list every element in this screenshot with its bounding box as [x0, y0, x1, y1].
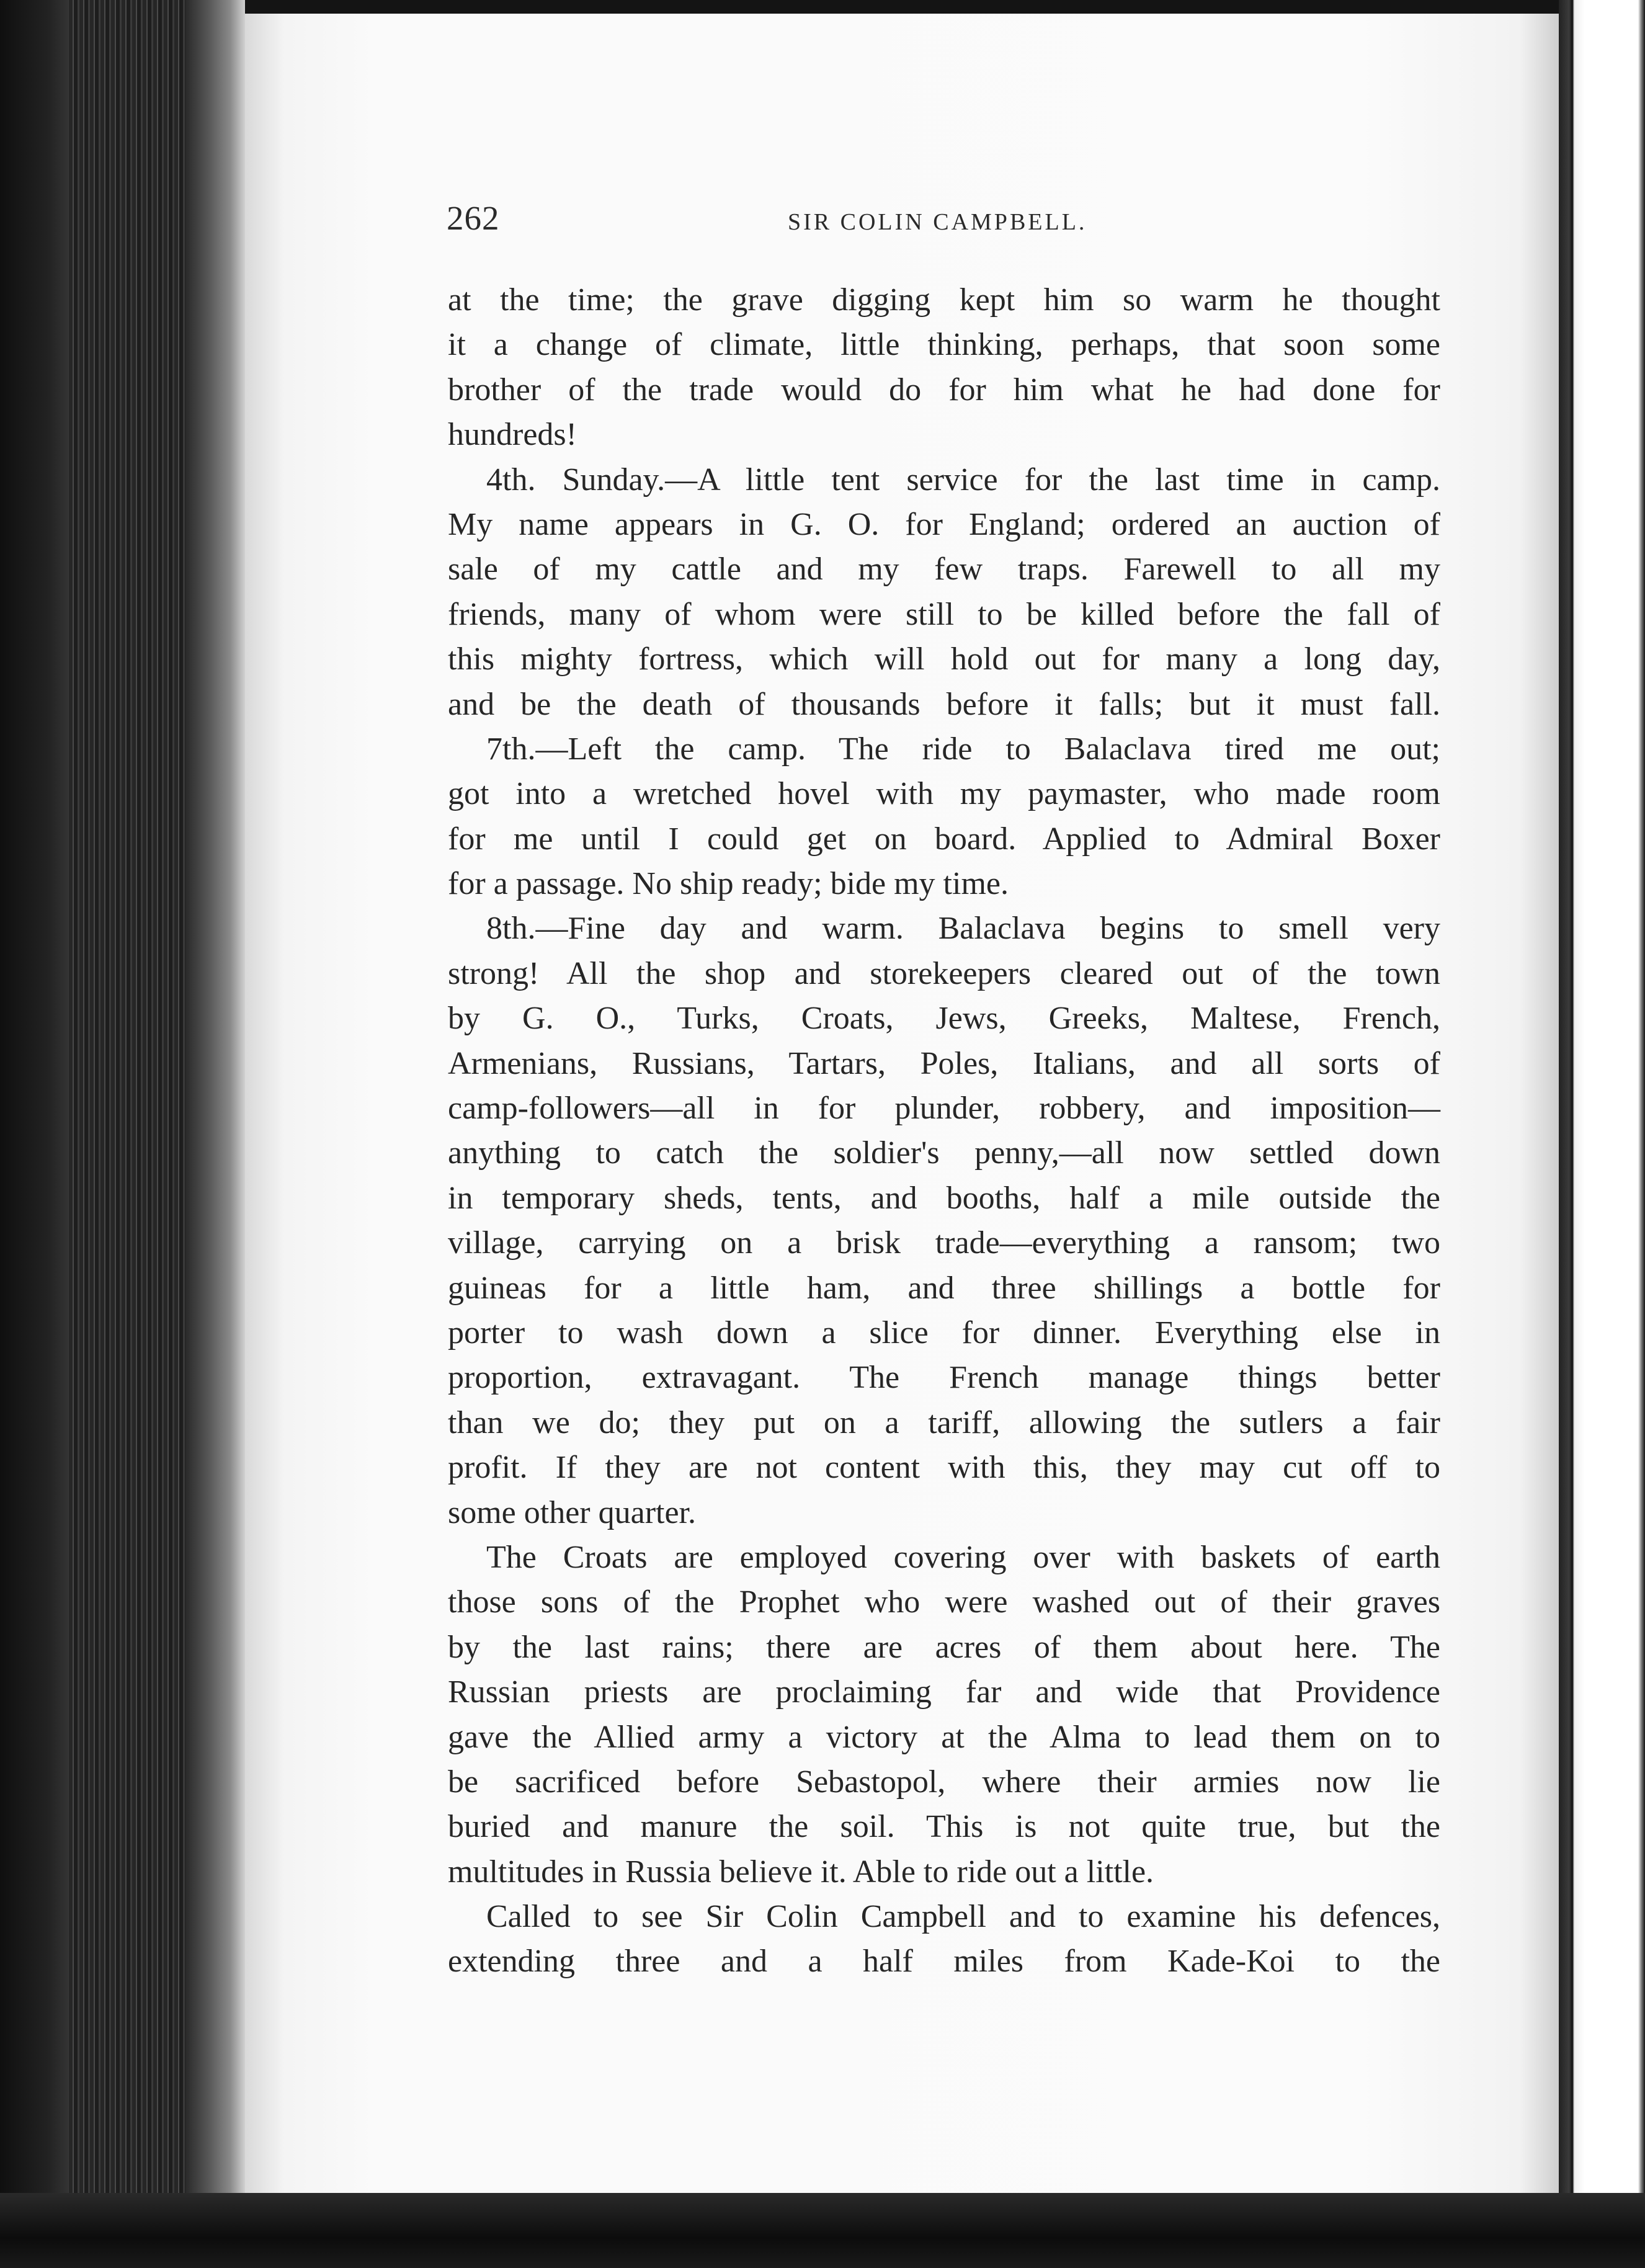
text-line: gave the Allied army a victory at the Alma to lead them on to [448, 1719, 1440, 1755]
text-line: Russian priests are proclaiming far and wide that Providence [448, 1674, 1440, 1710]
top-scan-border [0, 0, 1645, 14]
text-line: and be the death of thousands before it falls; but it must fall. [448, 686, 1440, 722]
text-line: 8th.—Fine day and warm. Balaclava begins to smell very [486, 911, 1440, 947]
text-line: guineas for a little ham, and three shillings a bottle for [448, 1270, 1440, 1306]
text-line: sale of my cattle and my few traps. Farewell to all my [448, 551, 1440, 587]
text-line: it a change of climate, little thinking, perhaps, that soon some [448, 327, 1440, 363]
text-line: proportion, extravagant. The French manage things better [448, 1360, 1440, 1396]
text-line: 7th.—Left the camp. The ride to Balaclava tired me out; [486, 731, 1440, 767]
page-body-text [448, 278, 1440, 1984]
text-line: buried and manure the soil. This is not quite true, but the [448, 1809, 1440, 1845]
text-line: multitudes in Russia believe it. Able to ride out a little. [448, 1854, 1154, 1890]
text-line: got into a wretched hovel with my paymaster, who made room [448, 776, 1440, 812]
page-number: 262 [447, 199, 500, 237]
text-line: for a passage. No ship ready; bide my time. [448, 866, 1009, 902]
right-page-edge [1559, 0, 1645, 2268]
text-line: hundreds! [448, 417, 577, 453]
spine-shadow [0, 0, 68, 2268]
text-line: friends, many of whom were still to be killed before the fall of [448, 596, 1440, 632]
text-line: brother of the trade would do for him what he had done for [448, 372, 1440, 408]
text-line: 4th. Sunday.—A little tent service for the last time in camp. [486, 462, 1440, 498]
text-line: camp-followers—all in for plunder, robbery, and imposition— [448, 1091, 1440, 1127]
text-line: My name appears in G. O. for England; ordered an auction of [448, 506, 1440, 542]
text-line: by G. O., Turks, Croats, Jews, Greeks, Maltese, French, [448, 1001, 1440, 1037]
text-line: by the last rains; there are acres of them about here. The [448, 1629, 1440, 1665]
text-line: extending three and a half miles from Kade-Koi to the [448, 1944, 1440, 1980]
text-line: anything to catch the soldier's penny,—all now settled down [448, 1135, 1440, 1171]
text-line: porter to wash down a slice for dinner. Everything else in [448, 1315, 1440, 1351]
text-line: in temporary sheds, tents, and booths, half a mile outside the [448, 1180, 1440, 1216]
book-spine-edge [0, 0, 245, 2268]
text-line: this mighty fortress, which will hold out for many a long day, [448, 641, 1440, 677]
text-line: some other quarter. [448, 1494, 696, 1530]
text-line: Armenians, Russians, Tartars, Poles, Italians, and all sorts of [448, 1045, 1440, 1081]
text-line: be sacrificed before Sebastopol, where their armies now lie [448, 1764, 1440, 1800]
text-line: for me until I could get on board. Applied to Admiral Boxer [448, 821, 1440, 857]
text-line: profit. If they are not content with this, they may cut off to [448, 1450, 1440, 1486]
bottom-scan-border [0, 2193, 1645, 2268]
running-title: SIR COLIN CAMPBELL. [788, 209, 1087, 235]
text-line: than we do; they put on a tariff, allowing the sutlers a fair [448, 1404, 1440, 1440]
text-line: Called to see Sir Colin Campbell and to examine his defences, [486, 1899, 1440, 1935]
text-line: strong! All the shop and storekeepers cleared out of the town [448, 955, 1440, 991]
text-line: The Croats are employed covering over with baskets of earth [486, 1539, 1440, 1575]
text-line: village, carrying on a brisk trade—everything a ransom; two [448, 1225, 1440, 1261]
text-line: those sons of the Prophet who were washed out of their graves [448, 1584, 1440, 1620]
text-line: at the time; the grave digging kept him so warm he thought [448, 282, 1440, 318]
page-gutter [186, 0, 245, 2268]
